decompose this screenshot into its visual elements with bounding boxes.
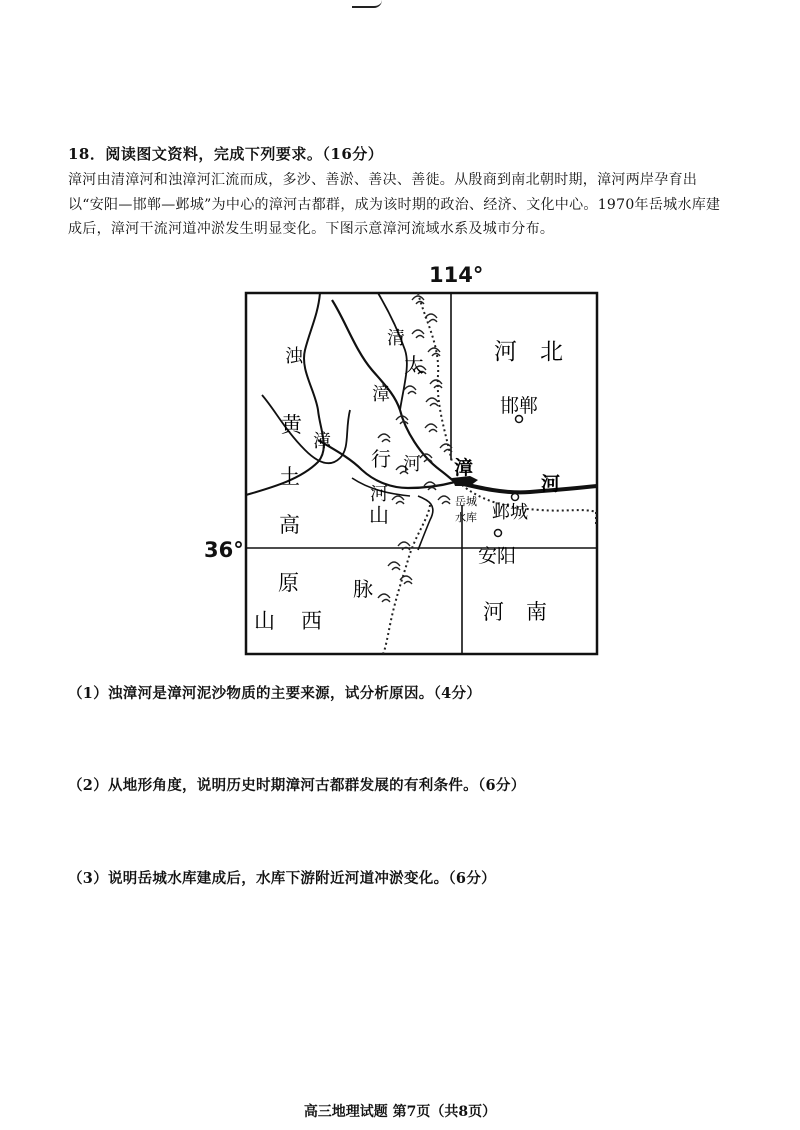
label-xi-shanxi: 西	[301, 609, 322, 633]
label-gao: 高	[279, 513, 300, 537]
label-henan-nan: 南	[526, 600, 547, 624]
yecheng-city-marker	[512, 494, 519, 501]
zhang-main-river	[455, 482, 597, 492]
label-hang: 行	[371, 447, 391, 471]
latitude-label: 36°	[204, 538, 244, 562]
label-yuecheng-2: 水库	[455, 511, 477, 524]
question-title: 18．阅读图文资料，完成下列要求。（16分）	[68, 145, 384, 163]
sub-question-3: （3）说明岳城水库建成后，水库下游附近河道冲淤变化。（6分）	[68, 870, 496, 887]
label-huang: 黄	[281, 413, 302, 437]
label-tai: 太	[404, 353, 424, 377]
label-zhang-west: 漳	[313, 431, 331, 452]
label-zhuo: 浊	[285, 346, 303, 367]
page-footer: 高三地理试题 第7页（共8页）	[303, 1104, 497, 1120]
label-qing: 清	[387, 328, 405, 349]
label-shan-taihang: 山	[369, 503, 389, 527]
label-henan-he: 河	[483, 600, 504, 624]
sub-question-1: （1）浊漳河是漳河泥沙物质的主要来源，试分析原因。（4分）	[68, 685, 482, 702]
label-mai: 脉	[353, 577, 373, 601]
zhang-river-basin-map	[200, 255, 600, 660]
south-river	[418, 496, 433, 550]
anyang-city-marker	[495, 530, 502, 537]
longitude-label: 114°	[429, 263, 484, 287]
label-hebei-he: 河	[494, 339, 517, 365]
zhuo-tributary	[262, 395, 350, 463]
label-shan-shanxi: 山	[254, 609, 275, 633]
label-yuecheng-1: 岳城	[455, 495, 477, 508]
label-tu: 土	[279, 465, 300, 489]
sub-question-2: （2）从地形角度，说明历史时期漳河古都群发展的有利条件。（6分）	[68, 777, 526, 794]
label-anyang: 安阳	[478, 545, 517, 567]
label-yuan: 原	[278, 571, 299, 595]
question-intro: 漳河由清漳河和浊漳河汇流而成，多沙、善淤、善决、善徙。从殷商到南北朝时期，漳河两岸孕育出以“安阳—邯郸—邺城”为中心的漳河古都群，成为该时期的政治、经济、文化中心。1970年岳城水库建成后，漳河干流河道冲淤发生明显变化。下图示意漳河流域水系及城市分布。	[68, 172, 721, 237]
label-zhang-north: 漳	[372, 384, 390, 405]
label-yecheng: 邺城	[492, 502, 528, 523]
label-handan: 邯郸	[500, 395, 539, 417]
label-he-zhuo: 河	[370, 484, 388, 505]
scan-mark	[352, 0, 382, 8]
label-zhang-main: 漳	[454, 457, 474, 479]
label-hebei-bei: 北	[540, 339, 563, 365]
label-he-qing: 河	[403, 454, 421, 475]
label-he-main: 河	[541, 473, 561, 495]
